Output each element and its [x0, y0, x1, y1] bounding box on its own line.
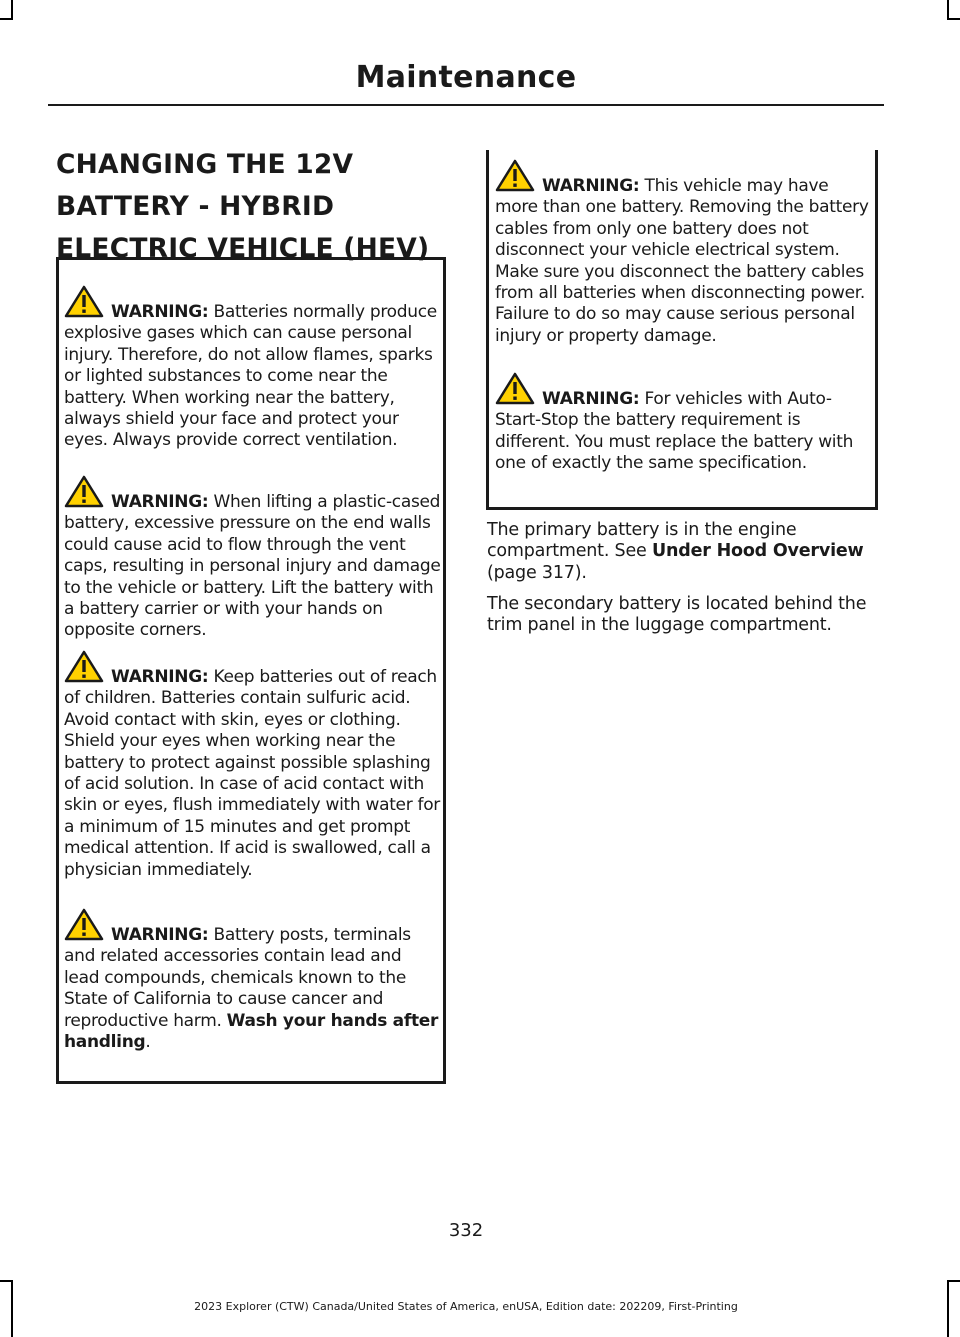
secondary-battery-paragraph: The secondary battery is located behind the trim panel in the luggage compartment. [487, 594, 867, 636]
primary-battery-paragraph [487, 520, 877, 584]
header-rule [48, 104, 884, 106]
crop-mark [947, 1280, 960, 1282]
footer-edition-text: 2023 Explorer (CTW) Canada/United States of America, enUSA, Edition date: 202209, First-Printing [194, 1300, 738, 1313]
warning-triangle-icon [64, 650, 104, 683]
wash-hands-emphasis: Wash your hands after handling [64, 1010, 439, 1053]
warning-label: WARNING: [542, 176, 640, 196]
under-hood-overview-link[interactable]: Under Hood Overview [651, 541, 864, 562]
page-reference: (page 317). [487, 562, 587, 583]
section-title: CHANGING THE 12V BATTERY - HYBRID ELECTRIC VEHICLE (HEV) [56, 149, 430, 264]
crop-mark [11, 0, 13, 20]
crop-mark [947, 0, 949, 20]
warning-lifting-battery [64, 475, 441, 642]
warning-label: WARNING: [542, 389, 640, 409]
warning-lead-compounds [64, 908, 441, 1053]
warning-label: WARNING: [111, 925, 209, 945]
warning-text: When lifting a plastic-cased battery, excessive pressure on the end walls could cause acid to flow through the vent caps, resulting in personal injury and damage to the vehicle or battery. Lift the battery with a battery carrier or with your hands on opposite corners. [64, 492, 441, 641]
warning-text: This vehicle may have more than one battery. Removing the battery cables from only one battery does not disconnect your vehicle electrical system. Make sure you disconnect the battery cables from all batteries when disconnecting power. Failure to do so may cause serious personal injury or property damage. [495, 176, 869, 346]
crop-mark [947, 1280, 949, 1337]
warning-auto-start-stop [495, 372, 873, 475]
warning-label: WARNING: [111, 492, 209, 512]
warning-label: WARNING: [111, 667, 209, 687]
warning-triangle-icon [64, 475, 104, 508]
warning-multiple-batteries [495, 159, 873, 347]
warning-text: Keep batteries out of reach of children. Batteries contain sulfuric acid. Avoid contact with skin, eyes or clothing. Shield your eyes when working near the battery to protect against possible splashing of acid solution. In case of acid contact with skin or eyes, flush immediately with water for a minimum of 15 minutes and get prompt medical attention. If acid is swallowed, call a physician immediately. [64, 667, 440, 880]
paragraph-text: The primary battery is in the engine compartment. See [487, 520, 797, 562]
warning-triangle-icon [495, 372, 535, 405]
warnings-box-left [56, 257, 446, 1084]
warning-explosive-gases [64, 285, 441, 452]
warning-triangle-icon [64, 285, 104, 318]
warnings-box-right [486, 150, 878, 510]
warning-triangle-icon [64, 908, 104, 941]
warning-label: WARNING: [111, 302, 209, 322]
crop-mark [0, 1280, 13, 1282]
crop-mark [947, 18, 960, 20]
warning-children-acid [64, 650, 441, 881]
crop-mark [0, 18, 13, 20]
warning-text: Battery posts, terminals and related accessories contain lead and lead compounds, chemicals known to the State of California to cause cancer and reproductive harm. [64, 925, 411, 1031]
page-header-title: Maintenance [355, 60, 577, 95]
warning-tail: . [145, 1032, 151, 1053]
warning-text: Batteries normally produce explosive gases which can cause personal injury. Therefore, do not allow flames, sparks or lighted substances to come near the battery. When working near the battery, always shield your face and protect your eyes. Always provide correct ventilation. [64, 302, 437, 451]
page-number: 332 [448, 1220, 484, 1241]
warning-text: For vehicles with Auto-Start-Stop the battery requirement is different. You must replace the battery with one of exactly the same specification. [495, 389, 854, 474]
warning-triangle-icon [495, 159, 535, 192]
